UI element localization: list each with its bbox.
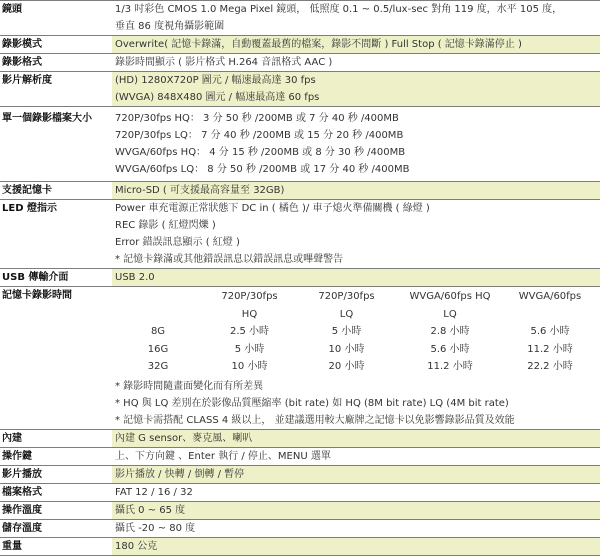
table-cell: 2.8 小時 <box>430 326 470 338</box>
note-line: * HQ 與 LQ 差別在於影像品質壓縮率 (bit rate) 如 HQ (8M bit rate) LQ (4M bit rate) <box>115 397 509 409</box>
spec-line: 180 公克 <box>115 540 158 552</box>
spec-label: 檔案格式 <box>0 483 112 501</box>
spec-row-playback <box>0 465 600 483</box>
spec-line: 內建 G sensor、麥克風、喇叭 <box>115 432 253 444</box>
capacity-cell: 32G <box>147 361 169 373</box>
spec-line: WVGA/60fps HQ： 4 分 15 秒 /200MB 或 8 分 30 秒 /400MB <box>115 147 406 158</box>
spec-row-led <box>0 200 600 269</box>
column-header: HQ <box>241 308 258 320</box>
spec-label: 鏡頭 <box>0 1 112 36</box>
table-cell: 10 小時 <box>328 343 365 355</box>
table-cell: 5.6 小時 <box>530 326 570 338</box>
spec-label: LED 燈指示 <box>0 200 112 269</box>
spec-line: 攝氏 0 ~ 65 度 <box>115 504 186 516</box>
spec-line: 上、下方向鍵 、Enter 執行 / 停止、MENU 選單 <box>115 450 331 462</box>
capacity-cell: 16G <box>147 343 169 355</box>
table-row <box>115 358 600 376</box>
spec-value <box>112 36 600 54</box>
spec-row-buttons <box>0 447 600 465</box>
record-time-header-bottom <box>115 306 600 324</box>
spec-label: 儲存溫度 <box>0 519 112 537</box>
spec-line: REC 錄影 ( 紅燈閃爍 ) <box>115 220 216 231</box>
spec-line: * 記憶卡錄滿或其他錯誤訊息以錯誤訊息或嗶聲警告 <box>115 254 344 265</box>
spec-value <box>112 465 600 483</box>
spec-row-builtin <box>0 429 600 447</box>
spec-line: 垂直 86 度視角攝影範圍 <box>115 21 225 32</box>
spec-line: 720P/30fps LQ： 7 分 40 秒 /200MB 或 15 分 20 秒 /400MB <box>115 130 404 141</box>
spec-line: Power 車充電源正常狀態下 DC in ( 橘色 )/ 車子熄火準備關機 ( 綠燈 ) <box>115 203 430 214</box>
spec-value <box>112 287 600 430</box>
capacity-cell: 8G <box>150 326 166 338</box>
spec-value <box>112 107 600 182</box>
note-line: * 記憶卡需搭配 CLASS 4 級以上， 並建議選用較大廠牌之記憶卡以免影響錄影品質及效能 <box>115 414 515 426</box>
table-cell: 5.6 小時 <box>430 343 470 355</box>
spec-row-weight <box>0 537 600 555</box>
spec-value <box>112 269 600 287</box>
spec-label: 操作鍵 <box>0 447 112 465</box>
spec-value <box>112 54 600 72</box>
table-cell: 5 小時 <box>331 326 362 338</box>
column-header <box>505 306 595 324</box>
spec-value <box>112 72 600 107</box>
spec-value <box>112 429 600 447</box>
spec-line: Overwrite( 記憶卡錄滿，自動覆蓋最舊的檔案，錄影不間斷 ) Full Stop ( 記憶卡錄滿停止 ) <box>115 39 522 50</box>
spec-label: 記憶卡錄影時間 <box>0 287 112 430</box>
spec-line: (HD) 1280X720P 圖元 / 幅速最高達 30 fps <box>115 75 316 86</box>
spec-value <box>112 447 600 465</box>
spec-line: (WVGA) 848X480 圖元 / 幅速最高達 60 fps <box>115 92 320 103</box>
spec-line: Micro-SD ( 可支援最高容量至 32GB) <box>115 185 285 196</box>
column-header: 720P/30fps <box>221 291 278 302</box>
spec-row-op-temp <box>0 501 600 519</box>
spec-row-record-mode <box>0 36 600 54</box>
table-cell: 11.2 小時 <box>527 343 573 355</box>
spec-label: 操作溫度 <box>0 501 112 519</box>
record-time-header-top <box>115 288 600 306</box>
column-header: WVGA/60fps HQ <box>409 291 491 302</box>
spec-row-file-size <box>0 107 600 182</box>
spec-line: 1/3 吋彩色 CMOS 1.0 Mega Pixel 鏡頭， 低照度 0.1 ~ 0.5/lux-sec 對角 119 度，水平 105 度， <box>115 4 563 15</box>
spec-label: 錄影模式 <box>0 36 112 54</box>
spec-line: 影片播放 / 快轉 / 倒轉 / 暫停 <box>115 468 245 480</box>
spec-value <box>112 519 600 537</box>
spec-line: 攝氏 -20 ~ 80 度 <box>115 522 196 534</box>
spec-line: USB 2.0 <box>115 272 155 283</box>
spec-label: 重量 <box>0 537 112 555</box>
spec-label: 支援記憶卡 <box>0 182 112 200</box>
table-row <box>115 341 600 359</box>
record-time-grid <box>115 288 600 376</box>
spec-value <box>112 200 600 269</box>
spec-line: WVGA/60fps LQ： 8 分 50 秒 /200MB 或 17 分 40 秒 /400MB <box>115 164 410 175</box>
spec-row-storage-temp <box>0 519 600 537</box>
table-cell: 20 小時 <box>328 361 365 373</box>
spec-row-memory-card <box>0 182 600 200</box>
note-line: * 錄影時間隨畫面變化而有所差異 <box>115 380 264 392</box>
table-cell: 10 小時 <box>231 361 268 373</box>
spec-line: 720P/30fps HQ： 3 分 50 秒 /200MB 或 7 分 40 秒 /400MB <box>115 113 399 124</box>
column-header: LQ <box>339 308 354 320</box>
table-cell: 22.2 小時 <box>527 361 573 373</box>
spec-label: 錄影格式 <box>0 54 112 72</box>
spec-label: 內建 <box>0 429 112 447</box>
table-cell: 11.2 小時 <box>427 361 473 373</box>
spec-line: 錄影時間顯示 ( 影片格式 H.264 音訊格式 AAC ) <box>115 57 333 68</box>
spec-row-resolution <box>0 72 600 107</box>
spec-label: 影片播放 <box>0 465 112 483</box>
spec-row-record-time <box>0 287 600 430</box>
spec-row-file-format <box>0 483 600 501</box>
spec-label: 影片解析度 <box>0 72 112 107</box>
column-header: 720P/30fps <box>318 291 375 302</box>
spec-value <box>112 483 600 501</box>
spec-value <box>112 501 600 519</box>
spec-row-usb <box>0 269 600 287</box>
spec-label: 單一個錄影檔案大小 <box>0 107 112 182</box>
column-header: LQ <box>443 308 457 320</box>
spec-line: Error 錯誤訊息顯示 ( 紅燈 ) <box>115 237 240 248</box>
spec-row-record-format <box>0 54 600 72</box>
table-cell: 5 小時 <box>234 343 265 355</box>
table-row <box>115 323 600 341</box>
column-header: WVGA/60fps <box>518 291 582 302</box>
spec-value <box>112 1 600 36</box>
spec-row-lens <box>0 1 600 36</box>
spec-label: USB 傳輸介面 <box>0 269 112 287</box>
table-cell: 2.5 小時 <box>229 326 270 338</box>
spec-value <box>112 537 600 555</box>
spec-value <box>112 182 600 200</box>
spec-line: FAT 12 / 16 / 32 <box>115 486 193 498</box>
